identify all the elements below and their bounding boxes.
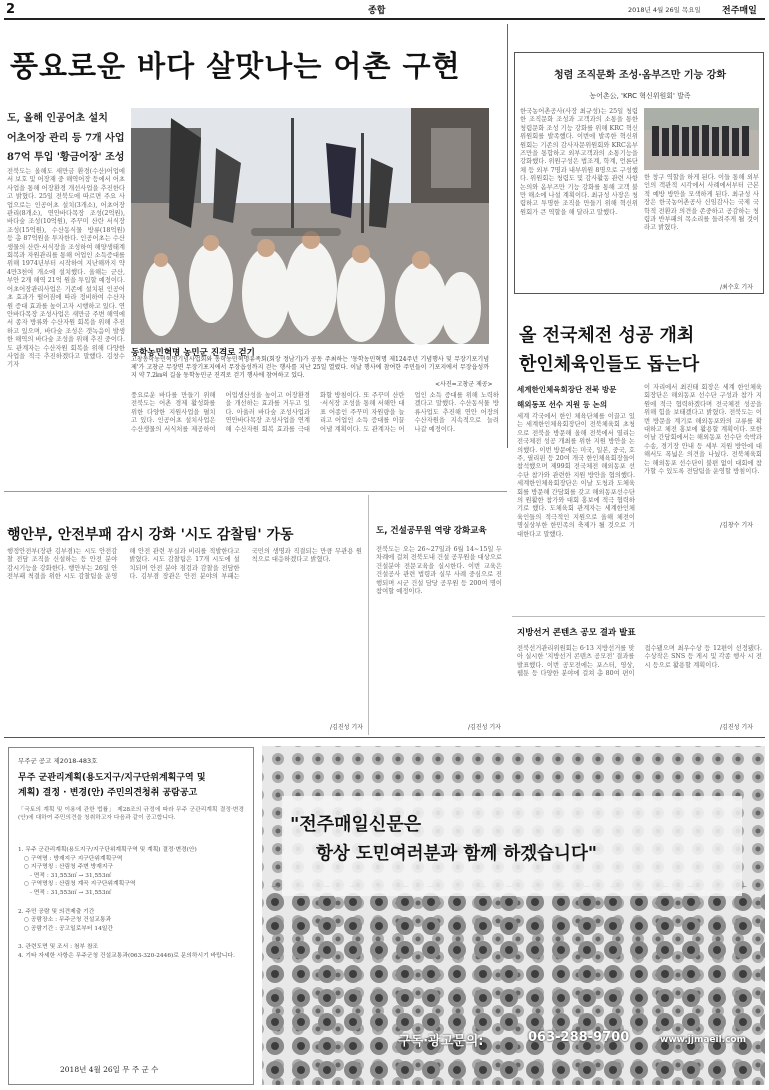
lead-photo: [131, 108, 489, 344]
lead-body-cont: 풍요로운 바다를 만들기 위해 전북도는 어촌 경제 활성화를 위한 다양한 지원사업을 펼치고 있다. 인공어초 설치사업은 수산생물의 서식처를 제공하여 어업생산성을 높이고 어장환경을 개선하는 효과를 거두고 있다. 아울러 바다숲 조성사업과 연안바다목장 조성사업을 연계해 수산자원 회복 효과를 극대화할 방침이다. 또 주꾸미 산란·서식장 조성을 통해 서해안 대표 어종인 주꾸미 자원량을 늘리고 어업인 소득 증대를 이끌어낼 계획이다. 도 관계자는 어업인 소득 증대를 위해 노력하겠다고 말했다. 수산동식물 방류사업도 추진해 연안 어장의 수산자원을 지속적으로 늘려 나갈 예정이다.: [131, 392, 499, 433]
sports-body2: 이 자리에서 최진태 회장은 세계 한인체육회장단은 해외동포 선수단 구성과 참가 지원에 적극 협력하겠다며 전국체전 성공을 위해 힘을 보태겠다고 밝혔다. 전북도는 이번 방문을 계기로 해외동포와의 교류를 확대하고 체전 홍보에 활용할 계획이다. 또한 이날 간담회에서는 해외동포 선수단 숙박과 수송, 경기장 안내 등 세부 지원 방안에 대해서도 폭넓은 의견을 나눴다. 전북체육회는 해외동포 선수단이 불편 없이 대회에 참가할 수 있도록 전담팀을 운영할 방침이다.: [644, 384, 762, 476]
notice-title2: 계획) 결정 · 변경(안) 주민의견청취 공람공고: [18, 788, 198, 798]
notice-items: [18, 846, 248, 1054]
ad-quote1: "전주매일신문은: [290, 814, 422, 835]
notice-number: 무주군 공고 제2018-483호: [18, 757, 98, 765]
sports-headline2: 한인체육인들도 돕는다: [519, 354, 700, 375]
notice-item: - 면적 : 31,553㎡ → 31,553㎡: [30, 872, 112, 879]
notice-signoff: 2018년 4월 26일 무 주 군 수: [60, 1065, 159, 1074]
notice-item: ○ 구역명칭 : 산림청 계곡 지구단위계획구역: [24, 881, 136, 888]
section-title: 종합: [368, 6, 386, 16]
bottom-rule: [4, 737, 765, 738]
notice-item: 1. 무주 군관리계획(용도지구/지구단위계획구역 및 계획) 결정·변경(안): [18, 847, 197, 853]
divider-mid: [4, 491, 507, 492]
issue-date: 2018년 4월 26일 목요일: [628, 6, 701, 14]
notice-title1: 무주 군관리계획(용도지구/지구단위계획구역 및: [18, 773, 206, 783]
photo-caption-title: 동학농민혁명 농민군 진격로 걷기: [131, 348, 255, 358]
right-top-headline: 청렴 조직문화 조성·옴부즈만 기능 강화: [554, 70, 726, 81]
construction-body: 전북도는 오는 26~27일과 6월 14~15일 두 차례에 걸쳐 전북도내 건설 공무원을 대상으로 건설분야 전문교육을 실시한다. 이번 교육은 건설공사 관련 법령과 실무 사례 중심으로 진행되며 시군 건설 담당 공무원 등 200여 명이 참여할 예정이다.: [376, 546, 502, 596]
page-number: 2: [6, 2, 16, 17]
notice-item: 3. 관련도면 및 조서 : 첨부 참조: [18, 944, 99, 951]
header-rule: [4, 18, 765, 20]
right-top-photo: [644, 108, 759, 170]
sports-body: 세계 각국에서 한인 체육단체를 이끌고 있는 세계한인체육회장단이 전북체육회 초청으로 전북을 방문해 올해 전북에서 열리는 전국체전 성공 개최를 위한 지원 방안을 논의했다. 이번 방문에는 미국, 일본, 중국, 호주, 필리핀 등 20여 개국 한인체육회장들이 참석했으며 제99회 전국체전 해외동포 선수단 참가와 관련한 지원 방안을 협의했다. 세계한인체육회장단은 이날 도청과 도체육회를 방문해 간담회를 갖고 해외동포선수단의 원활한 참가와 대회 홍보에 적극 협력하기로 했다. 도체육회 관계자는 세계한인체육인들의 적극적인 지원으로 올해 체전이 명실상부한 한민족의 축제가 될 것으로 기대한다고 말했다.: [517, 413, 635, 538]
photo-caption-credit: <사진=고창군 제공>: [435, 381, 493, 388]
ad-quote2: 항상 도민여러분과 함께 하겠습니다": [316, 844, 597, 864]
notice-item: ○ 공람기간 : 공고일로부터 14일간: [24, 925, 113, 932]
sports-kicker2: 해외동포 선수 지원 등 논의: [517, 400, 608, 409]
safety-body: 행정안전부(장관 김부겸)는 시도 안전감찰 전담 조직을 신설하는 등 안전 분야 감시기능을 강화한다. 행안부는 26일 안전부패 척결을 위한 시도 감찰팀을 운영해 안전 관련 부실과 비리를 적발한다고 밝혔다. 시도 감찰팀은 17개 시도에 설치되며 안전 분야 점검과 감찰을 전담한다. 김부겸 장관은 안전 분야의 부패는 국민의 생명과 직결되는 만큼 무관용 원칙으로 대응하겠다고 밝혔다.: [7, 548, 362, 581]
ad-phone: 063-288-9700: [528, 1030, 630, 1045]
notice-item: 2. 주민 공람 및 의견제출 기간: [18, 908, 95, 915]
column-divider-2: [368, 495, 369, 735]
right-top-body2: 한 창구 역할을 하게 된다. 이들 통해 외부인의 객관적 시각에서 사례에서부터 근본적 예방 방안을 모색하게 된다. 최규성 사장은 한국농어촌공사 신임감사는 국제 국학적 전환과 의견을 존중하고 공감하는 청렴과 반부패의 목소리를 들려주게 될 것이라고 밝혔다.: [644, 174, 759, 232]
notice-item: ○ 지구명칭 : 산림청 주변 방재지구: [24, 864, 114, 871]
lead-headline: 풍요로운 바다 살맛나는 어촌 구현: [10, 49, 461, 83]
ad-url[interactable]: www.jjmaeil.com: [660, 1035, 746, 1045]
paper-name: 전주매일: [722, 6, 757, 16]
right-top-body: 한국농어촌공사(사장 최규성)는 25일 청렴한 조직문화 조성과 고객과의 소통을 통한 청렴문화 조성 기능 강화를 위해 KRC 혁신위원회를 발족했다. 이번에 발족한 혁신위원회는 기존의 감사자문위원회와 KRC옴부즈만을 통합하고 외부고객과의 소통기능을 강화했다. 위원구성은 법조계, 학계, 언론단체 등 외부 7명과 내부위원 8명으로 구성했다. 위원회는 청렴도 및 감사활동 관련 사항 논의와 옴부즈만 기능 강화를 통해 고객 불만 해소에 나설 계획이다. 최규성 사장은 청렴하고 투명한 조직을 만들기 위해 혁신위원회가 큰 역할을 해 달라고 말했다.: [520, 108, 638, 216]
photo-caption-text: 고창동학농민혁명기념사업회와 동학농민혁명유족회(회장 정남기)가 공동 주최하는 '동학농민혁명 제124주년 기념행사 및 무장기포기념제'가 고창군 무장면 무장기포지에서 무장읍성까지 걷는 행사를 지난 25일 열렸다. 이날 행사에 참여한 주민들이 기포지에서 무장읍성까지 약 7.2㎞의 길을 동학농민군 진격로 걷기 행사에 참여하고 있다.: [131, 356, 489, 379]
safety-headline: 행안부, 안전부패 감시 강화 '시도 감찰팀' 가동: [7, 527, 294, 543]
notice-intro: 「국토의 계획 및 이용에 관한 법률」 제28조의 규정에 따라 무주 군관리계획 결정·변경(안)에 대하여 주민의견을 청취하고자 다음과 같이 공고합니다.: [18, 807, 244, 821]
column-divider: [507, 24, 508, 448]
right-top-subhead: 농어촌公, 'KRC 혁신위원회' 발족: [589, 92, 691, 100]
sports-credit: /김창수 기자: [720, 522, 753, 529]
notice-item: - 면적 : 31,553㎡ → 31,553㎡: [30, 889, 112, 896]
lead-sub1: 어초어장 관리 등 7개 사업: [7, 133, 125, 144]
election-body: 전북선거관리위원회는 6·13 지방선거를 맞아 실시한 '지방선거 콘텐츠 공모전' 결과를 발표했다. 이번 공모전에는 포스터, 영상, 웹툰 등 다양한 분야에 걸쳐 총 80여 편이 접수됐으며 최우수상 등 12편이 선정됐다. 수상작은 SNS 등 게시 및 각종 행사 시 전시 등으로 활용할 계획이다.: [517, 645, 762, 678]
notice-item: ○ 공람장소 : 무주군청 건설교통과: [24, 917, 112, 924]
lead-body: 전북도는 올해도 새만금 환경(수산)어업에서 보호 및 어장재 중 해역어장 등에서 어초사업을 통해 어장환경 개선사업을 추진한다고 밝혔다. 25일 전북도에 따르면 주요 사업으로는 인공어초 설치(3개소), 어초어장 관리(8개소), 연안바다목장 조성(2억원), 바다숲 조성(10억원), 주꾸미 산란 서식장 조성(15억원), 수산동식물 방류(18억원) 등 총 87억원을 투자한다. 인공어초는 수산생물의 산란·서식장을 조성하여 해양생태계 회복과 자원관리를 통해 어업인 소득증대를 위해 1974년부터 시작하여 지난해까지 약 4만3천여 개소에 설치했다. 올해는 군산, 부안 2개 해역 21억 원을 투입할 예정이다. 어초어장관리사업은 기존에 설치된 인공어초 효과가 떨어짐에 따라 정비하여 수산자원 증대 효과를 높이고자 시행하고 있다. 연안바다목장 조성사업은 새만금 주변 해역에서 종자 방류와 수산자원 회복을 위해 추진하고 있으며, 바다숲 조성은 갯녹음이 발생한 해역의 바다숲 조성을 위해 추진 중이다. 도 관계자는 수산자원 회복을 위해 다양한 사업을 적극 추진하겠다고 말했다. 김창수 기자: [7, 168, 125, 369]
sports-headline1: 올 전국체전 성공 개최: [519, 325, 695, 346]
lead-kicker: 도, 올해 인공어초 설치: [7, 113, 108, 124]
election-headline: 지방선거 콘텐츠 공모 결과 발표: [517, 628, 636, 638]
safety-credit: /김진성 기자: [330, 724, 363, 731]
divider-election: [512, 616, 765, 617]
notice-item: 4. 기타 자세한 사항은 무주군청 건설교통과(063-320-2446)로 문의하시기 바랍니다.: [18, 952, 235, 959]
ad-contact-label: 구독·광고문의:: [398, 1034, 484, 1049]
election-credit: /김진성 기자: [720, 724, 753, 731]
notice-item: ○ 구역명 : 방재지구 지구단위계획구역: [24, 855, 123, 862]
sports-kicker1: 세계한인체육회장단 전북 방문: [517, 385, 617, 394]
construction-headline: 도, 건설공무원 역량 강화교육: [376, 526, 487, 536]
right-top-credit: /최수호 기자: [720, 284, 753, 291]
construction-credit: /김진성 기자: [468, 724, 501, 731]
lead-sub2: 87억 투입 '황금어장' 조성: [7, 152, 125, 163]
